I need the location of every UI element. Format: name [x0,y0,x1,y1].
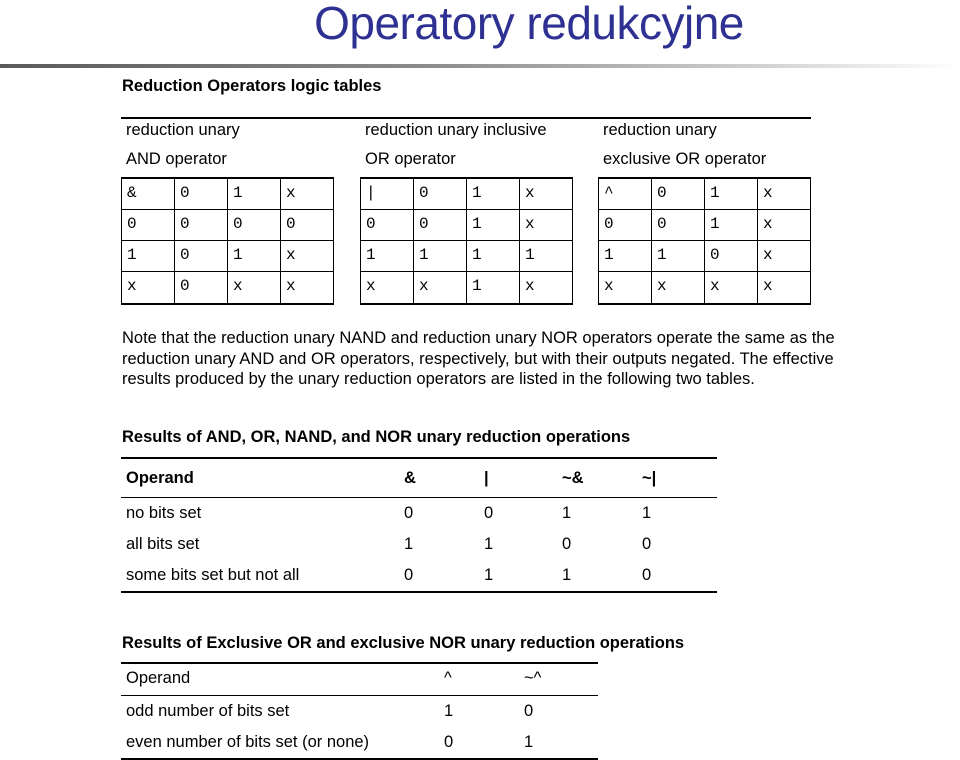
or-cell: 1 [520,241,573,272]
xor-cell: 0 [599,210,652,241]
results1-cell: all bits set [126,535,200,553]
or-cell: 1 [361,241,414,272]
and-logic-table [121,117,333,303]
xor-cell: x [599,272,652,303]
xor-cell: 0 [652,179,705,210]
and-cell: 0 [281,210,334,241]
title-divider [0,64,960,68]
and-cell: 0 [175,210,228,241]
xor-cell: 1 [705,210,758,241]
xor-cell: 1 [705,179,758,210]
results1-cell: 0 [642,535,652,553]
results1-heading: Results of AND, OR, NAND, and NOR unary reduction operations [122,428,631,446]
results2-cell: odd number of bits set [126,702,290,720]
note-paragraph: Note that the reduction unary NAND and reduction unary NOR operators operate the same as the reduction unary AND and OR operators, respectively, but with their outputs negated. The effective results produced by the unary reduction operators are listed in the following two tables. [122,329,835,388]
xor-cell: x [652,272,705,303]
logic-tables-heading: Reduction Operators logic tables [122,77,382,95]
and-caption-line1: reduction unary [126,121,240,139]
or-cell: x [414,272,467,303]
results1-cell: 0 [642,566,652,584]
table-row [121,498,717,529]
results1-cell: 0 [484,504,494,522]
or-cell: 1 [467,241,520,272]
xor-cell: x [758,179,811,210]
results1-header-cell: | [484,469,489,487]
results2-cell: even number of bits set (or none) [126,733,370,751]
and-cell: 0 [175,272,228,303]
xor-cell: 0 [705,241,758,272]
or-logic-table [360,117,572,303]
results2-heading: Results of Exclusive OR and exclusive NOR unary reduction operations [122,634,685,652]
or-truth-grid [360,177,573,305]
and-cell: 0 [122,210,175,241]
and-cell: 1 [228,241,281,272]
results1-header-cell: ~| [642,469,657,487]
results2-cell: 1 [444,702,454,720]
xor-cell: 1 [599,241,652,272]
xor-cell: 0 [652,210,705,241]
or-cell: 0 [414,179,467,210]
logic-tables [121,117,811,303]
results1-header-cell: & [404,469,416,487]
results1-header-cell: ~& [562,469,584,487]
or-cell: 0 [414,210,467,241]
results2-header-cell: Operand [126,669,191,687]
results1-cell: no bits set [126,504,202,522]
results1-cell: 0 [404,504,414,522]
and-cell: 0 [175,241,228,272]
results2-header-row [121,664,598,696]
slide-title: Operatory redukcyjne [314,0,744,49]
or-cell: 1 [467,179,520,210]
results1-cell: 1 [642,504,652,522]
and-cell: x [228,272,281,303]
or-cell: 1 [467,272,520,303]
or-caption-line2: OR operator [365,150,456,168]
and-cell: 0 [175,179,228,210]
or-cell: x [520,179,573,210]
table-row [121,560,717,591]
and-caption-line2: AND operator [126,150,227,168]
table-row [121,696,598,727]
or-cell: 1 [414,241,467,272]
xor-cell: x [758,241,811,272]
and-cell: x [281,272,334,303]
and-cell: x [281,179,334,210]
results2-cell: 0 [444,733,454,751]
results2-cell: 0 [524,702,534,720]
results1-header-row [121,459,717,498]
results1-cell: 0 [404,566,414,584]
or-cell: | [361,179,414,210]
xor-cell: x [758,210,811,241]
results1-cell: 1 [562,566,572,584]
xor-cell: ^ [599,179,652,210]
and-cell: & [122,179,175,210]
results1-header-cell: Operand [126,469,194,487]
results1-cell: 0 [562,535,572,553]
results2-cell: 1 [524,733,534,751]
and-cell: 1 [228,179,281,210]
or-cell: 0 [361,210,414,241]
and-cell: x [281,241,334,272]
results1-cell: 1 [484,535,494,553]
results2-table [121,662,598,760]
xor-cell: x [705,272,758,303]
xor-cell: 1 [652,241,705,272]
or-caption-line1: reduction unary inclusive [365,121,547,139]
and-cell: 0 [228,210,281,241]
results2-header-cell: ~^ [524,669,542,687]
results1-cell: 1 [484,566,494,584]
or-cell: x [361,272,414,303]
results1-cell: 1 [562,504,572,522]
and-cell: x [122,272,175,303]
xor-logic-table [598,117,810,303]
table-row [121,529,717,560]
results1-table [121,457,717,593]
xor-caption-line2: exclusive OR operator [603,150,767,168]
or-cell: x [520,210,573,241]
or-cell: 1 [467,210,520,241]
results2-header-cell: ^ [444,669,452,687]
results1-cell: 1 [404,535,414,553]
or-cell: x [520,272,573,303]
results1-cell: some bits set but not all [126,566,300,584]
and-truth-grid [121,177,334,305]
xor-truth-grid [598,177,811,305]
and-cell: 1 [122,241,175,272]
xor-cell: x [758,272,811,303]
table-row [121,727,598,758]
xor-caption-line1: reduction unary [603,121,717,139]
